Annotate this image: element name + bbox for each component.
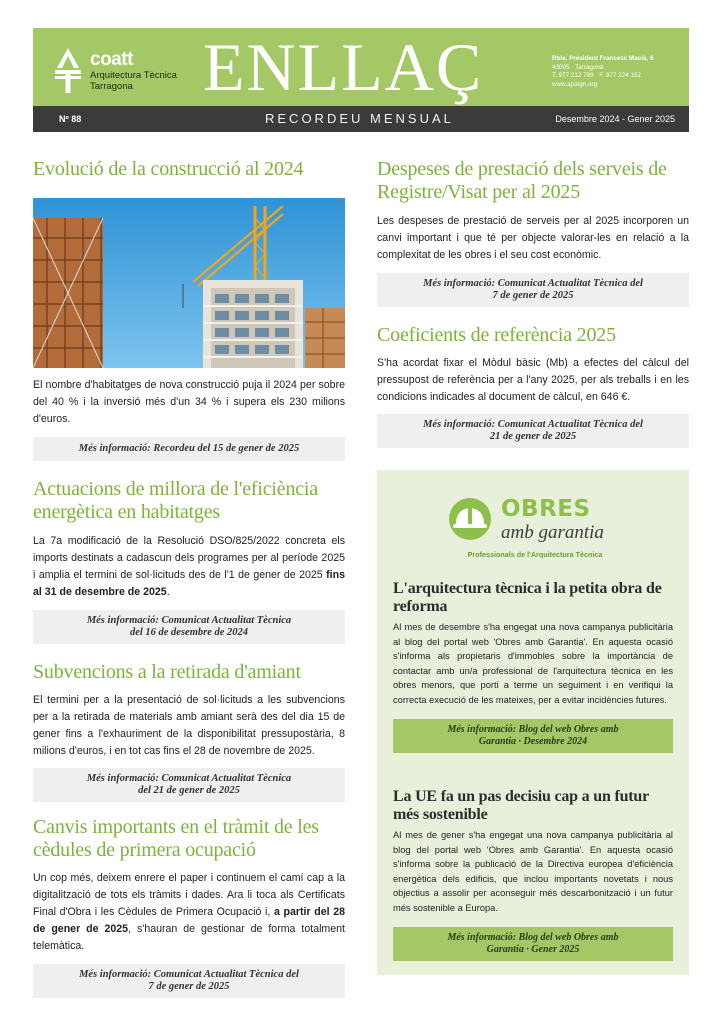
- more-info-text: Garantia · Gener 2025: [486, 943, 580, 955]
- phone-fax: T. 977 212 799 · F. 977 224 152: [552, 72, 641, 80]
- article-body: S'ha acordat fixar el Mòdul bàsic (Mb) a efectes del càlcul del pressupost de referència per a l'any 2025, per als treballs i en les condicions indicades al document de càlcul, en 646 €.: [377, 357, 689, 403]
- more-info-text: Garantia · Desembre 2024: [478, 735, 588, 747]
- more-info-text: Més informació: Comunicat Actualitat Tècnica del: [79, 969, 299, 980]
- more-info-text: 7 de gener de 2025: [148, 981, 230, 992]
- issue-subtitle: RECORDEU MENSUAL: [265, 111, 454, 126]
- address-line-1: Rbla. President Francesc Macià, 6: [552, 55, 654, 62]
- coatt-logo-icon: [53, 46, 83, 94]
- article-body-text: .: [166, 586, 170, 598]
- right-column: [377, 154, 689, 448]
- more-info-link[interactable]: [377, 273, 689, 307]
- masthead: [33, 28, 689, 106]
- logo-line-2: Tarragona: [90, 80, 133, 92]
- coatt-logo[interactable]: [53, 46, 193, 96]
- obres-amb-garantia-box: [377, 470, 689, 975]
- more-info-link[interactable]: [33, 610, 345, 644]
- obres-logo-title: OBRES: [501, 496, 591, 522]
- article-body-text: , s'hauran de gestionar de forma totalment telemàtica.: [33, 923, 345, 952]
- obres-tagline: Professionals de l'Arquitectura Tècnica: [467, 550, 603, 559]
- article-title: Subvencions a la retirada d'amiant: [33, 661, 301, 683]
- more-info-text: Més informació: Blog del web Obres amb: [447, 723, 619, 735]
- obres-logo[interactable]: [447, 492, 622, 562]
- article-body: [33, 533, 345, 601]
- article-body-text: La 7a modificació de la Resolució DSO/825/2022 concreta els imports destinats a cadascun dels programes per al període 2025 i amplia el termini de sol·licituds des de l'1 de gener de 2025: [33, 535, 345, 581]
- left-column: [33, 154, 345, 998]
- more-info-link[interactable]: [393, 927, 673, 961]
- article-body: [33, 870, 345, 955]
- article-body-highlight: fins al 31 de desembre de 2025: [33, 569, 345, 598]
- box-article-body: Al mes de desembre s'ha engegat una nova campanya publicitària al blog del portal web 'Obres amb Garantia'. En aquesta ocasió s'informa als propietaris d'immobles sobre la importància de contactar amb un/a professional de l'arquitectura tècnica en les obres menors, que porti a terme un seguiment i en verifiqui la correcta execució de les mateixes, per a evitar incidències futures.: [393, 622, 673, 705]
- contact-address: [552, 55, 686, 89]
- more-info-text: 21 de gener de 2025: [489, 431, 577, 442]
- article-body: El nombre d'habitatges de nova construcció puja il 2024 per sobre del 40 % i la inversió més d'un 34 % i supera els 230 milions d'euros.: [33, 379, 345, 425]
- article-title: Canvis importants en el tràmit de les cèdules de primera ocupació: [33, 816, 319, 861]
- logo-line-1: Arquitectura Tècnica: [90, 70, 177, 81]
- more-info-link[interactable]: [377, 414, 689, 448]
- more-info-text: Més informació: Comunicat Actualitat Tècnica del: [423, 278, 643, 289]
- helmet-icon: [447, 496, 493, 542]
- more-info-link[interactable]: [33, 768, 345, 802]
- issue-number: Nº 88: [59, 114, 82, 124]
- more-info-link[interactable]: [33, 437, 345, 461]
- logo-subtitle: [90, 71, 177, 92]
- address-line-2: 43005 · Tarragona: [552, 63, 604, 71]
- article-body-highlight: a partir del 28 de gener de 2025: [33, 906, 345, 935]
- box-article-2: [393, 788, 673, 961]
- publication-title: ENLLAÇ: [203, 29, 484, 105]
- construction-photo: [33, 198, 345, 368]
- website-link[interactable]: www.apatgn.org: [552, 80, 598, 88]
- more-info-text: Més informació: Comunicat Actualitat Tècnica: [86, 773, 292, 784]
- more-info-text: del 16 de desembre de 2024: [129, 627, 249, 638]
- more-info-text: Més informació: Recordeu del 15 de gener de 2025: [78, 443, 300, 454]
- more-info-text: del 21 de gener de 2025: [138, 785, 240, 796]
- article-body: Les despeses de prestació de serveis per al 2025 incorporen un canvi important i que té per objecte valorar-les en relació a la complexitat de les obres i el seu cost econòmic.: [377, 215, 689, 261]
- issue-strip: [33, 106, 689, 132]
- logo-name: coatt: [90, 49, 133, 70]
- article-title: Actuacions de millora de l'eficiència energètica en habitatges: [33, 478, 318, 523]
- box-article-1: [393, 580, 673, 753]
- box-article-body: Al mes de gener s'ha engegat una nova campanya publicitària al blog del portal web 'Obres amb Garantia'. En aquesta ocasió s'informa sobre la publicació de la Directiva europea d'eficiència energètica dels edificis, que inclou importants novetats i nous objectius a assolir per aconseguir més descarbonització i un futur més sostenible a Europa.: [393, 830, 673, 913]
- issue-date-range: Desembre 2024 - Gener 2025: [555, 114, 675, 124]
- article-body: El termini per a la presentació de sol·licituds a les subvencions per a la retirada de materials amb amiant serà des del dia 15 de gener fins a l'exhauriment de la disponibilitat pressupostària, 8 milions d'euros, i en tot cas fins el 28 de novembre de 2025.: [33, 694, 345, 757]
- more-info-text: 7 de gener de 2025: [492, 290, 574, 301]
- obres-logo-sub: amb garantia: [501, 522, 604, 543]
- article-body-text: Un cop més, deixem enrere el paper i continuem el camí cap a la digitalització de tots els tràmits i dades. Ara li toca als Certificats Final d'Obra i les Cèdules de Primera Ocupació i,: [33, 872, 345, 918]
- article-title: Evolució de la construcció al 2024: [33, 158, 304, 180]
- construction-image: [33, 198, 345, 368]
- more-info-link[interactable]: [393, 719, 673, 753]
- article-title: Despeses de prestació dels serveis de Registre/Visat per al 2025: [377, 158, 667, 203]
- box-article-title: La UE fa un pas decisiu cap a un futur més sostenible: [393, 788, 649, 823]
- more-info-link[interactable]: [33, 964, 345, 998]
- more-info-text: Més informació: Comunicat Actualitat Tècnica: [86, 615, 292, 626]
- box-article-title: L'arquitectura tècnica i la petita obra de reforma: [393, 580, 662, 615]
- article-title: Coeficients de referència 2025: [377, 324, 616, 346]
- more-info-text: Més informació: Blog del web Obres amb: [447, 931, 619, 943]
- more-info-text: Més informació: Comunicat Actualitat Tècnica del: [423, 419, 643, 430]
